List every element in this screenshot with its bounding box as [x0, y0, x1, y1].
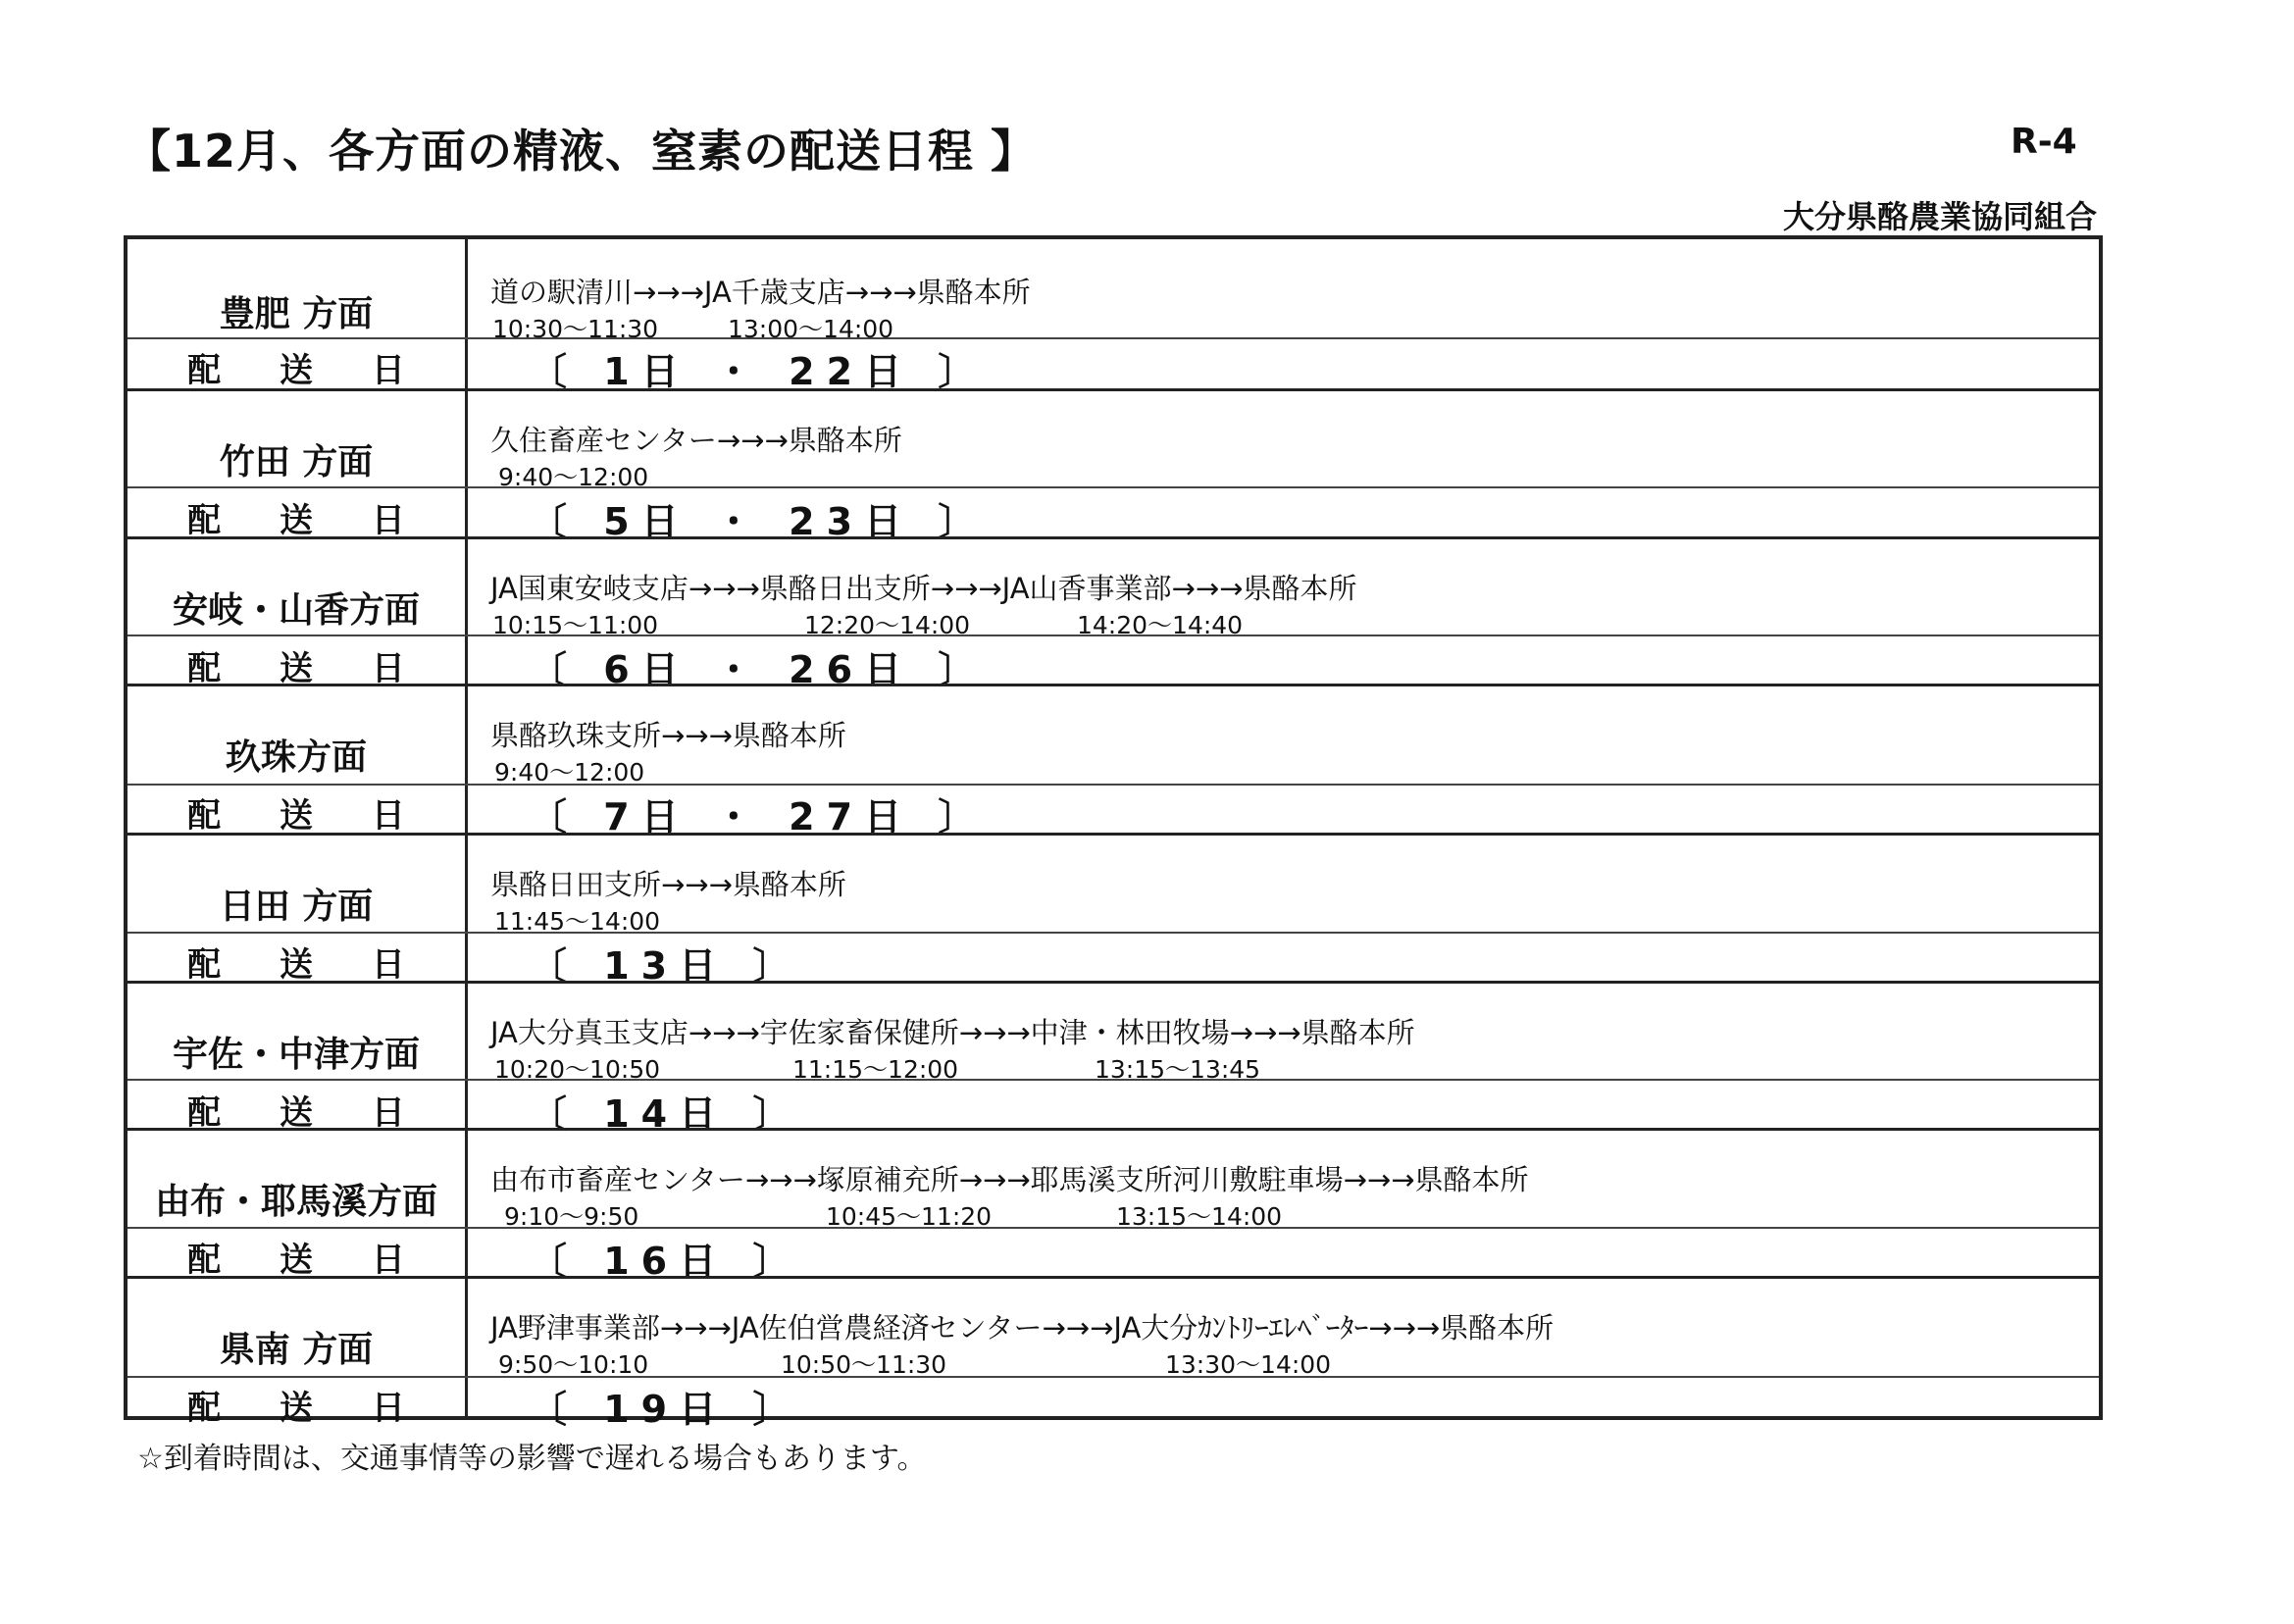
time-slot: 10:15～11:00 — [492, 611, 659, 639]
time-slot: 9:50～10:10 — [498, 1350, 649, 1379]
time-slot: 13:00～14:00 — [728, 315, 894, 343]
delivery-dates: 〔 5日 ・ 23日 〕 — [530, 500, 988, 543]
time-slot: 10:45～11:20 — [826, 1202, 993, 1231]
time-slot: 10:20～10:50 — [494, 1055, 661, 1084]
delivery-dates: 〔 7日 ・ 27日 〕 — [530, 795, 988, 838]
area-name: 県南 方面 — [219, 1330, 374, 1370]
delivery-dates: 〔 16日 〕 — [530, 1240, 802, 1283]
time-slot: 10:30～11:30 — [492, 315, 659, 343]
area-name: 宇佐・中津方面 — [172, 1035, 420, 1075]
area-name: 安岐・山香方面 — [172, 590, 420, 631]
time-slot: 14:20～14:40 — [1077, 611, 1244, 639]
time-slot: 9:10～9:50 — [504, 1202, 639, 1231]
route-text: JA大分真玉支店→→→宇佐家畜保健所→→→中津・林田牧場→→→県酪本所 — [490, 1016, 1415, 1049]
delivery-label: 配 送 日 — [187, 1389, 429, 1428]
time-slot: 11:45～14:00 — [494, 907, 661, 936]
delivery-dates: 〔 19日 〕 — [530, 1388, 802, 1431]
delivery-label: 配 送 日 — [187, 649, 429, 688]
schedule-block-kusu — [127, 684, 2099, 838]
time-slot: 10:50～11:30 — [781, 1350, 947, 1379]
delivery-label: 配 送 日 — [187, 945, 429, 985]
time-slot: 13:15～14:00 — [1116, 1202, 1283, 1231]
schedule-block-taketa — [127, 388, 2099, 543]
delivery-label: 配 送 日 — [187, 796, 429, 836]
route-text: 道の駅清川→→→JA千歳支店→→→県酪本所 — [490, 276, 1031, 309]
document-code: R-4 — [2011, 122, 2077, 162]
delivery-label: 配 送 日 — [187, 1241, 429, 1280]
time-slot: 12:20～14:00 — [804, 611, 971, 639]
delivery-dates: 〔 14日 〕 — [530, 1092, 802, 1136]
schedule-block-aki-yamaga — [127, 536, 2099, 691]
area-name: 日田 方面 — [219, 887, 374, 927]
delivery-dates: 〔 6日 ・ 26日 〕 — [530, 648, 988, 691]
schedule-block-usa-nakatsu — [127, 981, 2099, 1136]
route-text: JA国東安岐支店→→→県酪日出支所→→→JA山香事業部→→→県酪本所 — [490, 572, 1357, 605]
time-slot: 13:15～13:45 — [1095, 1055, 1261, 1084]
time-slot: 13:30～14:00 — [1165, 1350, 1332, 1379]
schedule-block-yufu-yabakei — [127, 1128, 2099, 1283]
delivery-label: 配 送 日 — [187, 501, 429, 540]
route-text: 県酪玖珠支所→→→県酪本所 — [490, 719, 846, 752]
schedule-block-hita — [127, 833, 2099, 988]
area-name: 竹田 方面 — [219, 442, 374, 482]
footnote: ☆到着時間は、交通事情等の影響で遅れる場合もあります。 — [137, 1442, 927, 1476]
schedule-table — [124, 235, 2103, 1431]
area-name: 由布・耶馬溪方面 — [154, 1182, 437, 1222]
schedule-block-houhi — [127, 239, 2099, 393]
page-title: 【12月、各方面の精液、窒素の配送日程 】 — [126, 125, 1038, 178]
area-name: 玖珠方面 — [225, 737, 367, 778]
time-slot: 11:15～12:00 — [792, 1055, 959, 1084]
route-text: JA野津事業部→→→JA佐伯営農経済センター→→→JA大分ｶﾝﾄﾘｰｴﾚﾍﾞｰﾀｰ→→→県酪本所 — [490, 1311, 1555, 1345]
time-slot: 9:40～12:00 — [494, 758, 645, 787]
route-text: 県酪日田支所→→→県酪本所 — [490, 868, 846, 901]
route-text: 久住畜産センター→→→県酪本所 — [490, 424, 902, 457]
organization-name: 大分県酪農業協同組合 — [1782, 198, 2097, 235]
delivery-label: 配 送 日 — [187, 351, 429, 390]
time-slot: 9:40～12:00 — [498, 463, 649, 491]
area-name: 豊肥 方面 — [219, 294, 374, 334]
schedule-block-kennan — [127, 1276, 2099, 1431]
delivery-label: 配 送 日 — [187, 1093, 429, 1133]
delivery-dates: 〔 13日 〕 — [530, 944, 802, 988]
route-text: 由布市畜産センター→→→塚原補充所→→→耶馬溪支所河川敷駐車場→→→県酪本所 — [490, 1163, 1529, 1196]
delivery-dates: 〔 1日 ・ 22日 〕 — [530, 350, 988, 393]
